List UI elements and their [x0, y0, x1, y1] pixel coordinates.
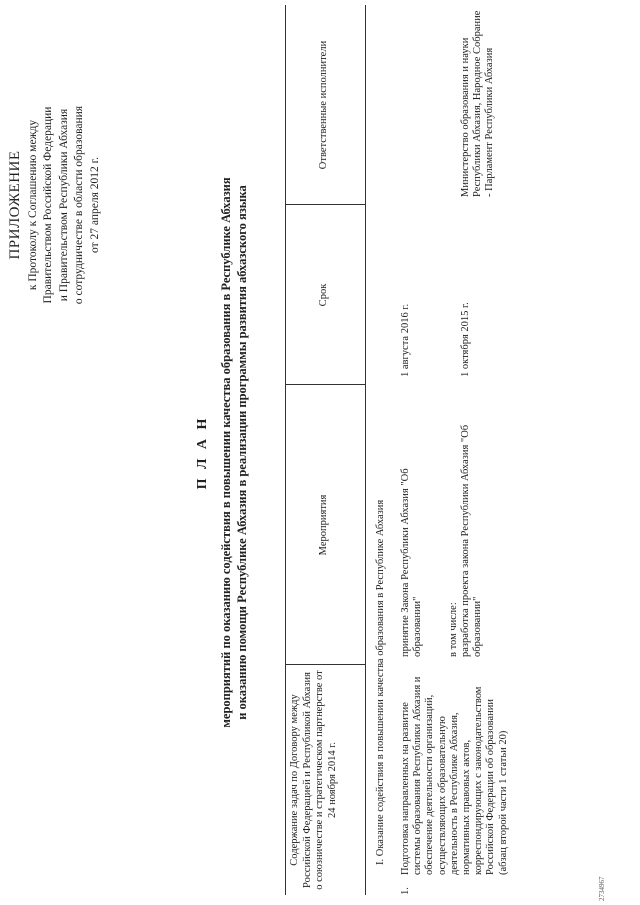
appendix-heading: ПРИЛОЖЕНИЕ	[7, 150, 23, 260]
plan-subtitle-line: и оказанию помощи Республике Абхазия в реализации программы развития абхазского языка	[235, 185, 249, 720]
plan-title: П Л А Н	[195, 415, 210, 490]
header-term: Срок	[318, 283, 329, 307]
row-executors: Министерство образования и науки Республики Абхазия, Народное Собрание - Парламент Республики Абхазия	[460, 10, 496, 197]
row-measure-including: в том числе:	[448, 602, 459, 657]
table-header-bottom-border	[365, 5, 366, 895]
row-number: 1.	[400, 887, 411, 895]
appendix-line: о сотрудничестве в области образования	[73, 105, 85, 305]
row-measure-main: принятие Закона Республики Абхазия "Об образовании"	[400, 468, 424, 657]
row-term-main: 1 августа 2016 г.	[400, 303, 411, 377]
table-top-border	[285, 5, 286, 895]
section-title: I. Оказание содействия в повышении качества образования в Республике Абхазия	[375, 499, 386, 865]
row-task: Подготовка направленных на развитие системы образования Республики Абхазия и обеспечение деятельности организаций, осуществляющих образовательную деятельность в Республике Абхазия, нормативных правовых актов, корреспондирующих с законодательством Российской Федерации об образовании (абзац второй части 1 статьи 20)	[400, 676, 509, 875]
header-tasks: Содержание задач по Договору между Российской Федерацией и Республикой Абхазия о союзничестве и стратегическом партнерстве от 24 ноября 2014 г.	[289, 670, 338, 890]
row-term-sub: 1 октября 2015 г.	[460, 302, 471, 377]
appendix-line: Правительством Российской Федерации	[42, 106, 54, 304]
document-code: 2734967	[598, 876, 606, 901]
table-column-divider	[285, 384, 365, 385]
header-measures: Мероприятия	[318, 494, 329, 556]
appendix-line: и Правительством Республики Абхазия	[57, 108, 70, 302]
plan-subtitle-line: мероприятий по оказанию содействия в повышении качества образования в Республике Абхазия	[219, 177, 233, 728]
table-column-divider	[285, 204, 365, 205]
table-column-divider	[285, 664, 365, 665]
row-measure-sub: разработка проекта закона Республики Абхазия "Об образовании"	[460, 424, 484, 657]
appendix-line: к Протоколу к Соглашению между	[26, 119, 39, 291]
appendix-block	[8, 45, 103, 365]
appendix-line: от 27 апреля 2012 г.	[88, 157, 101, 253]
header-executors: Ответственные исполнители	[318, 40, 329, 170]
plan-subtitle	[218, 100, 250, 805]
